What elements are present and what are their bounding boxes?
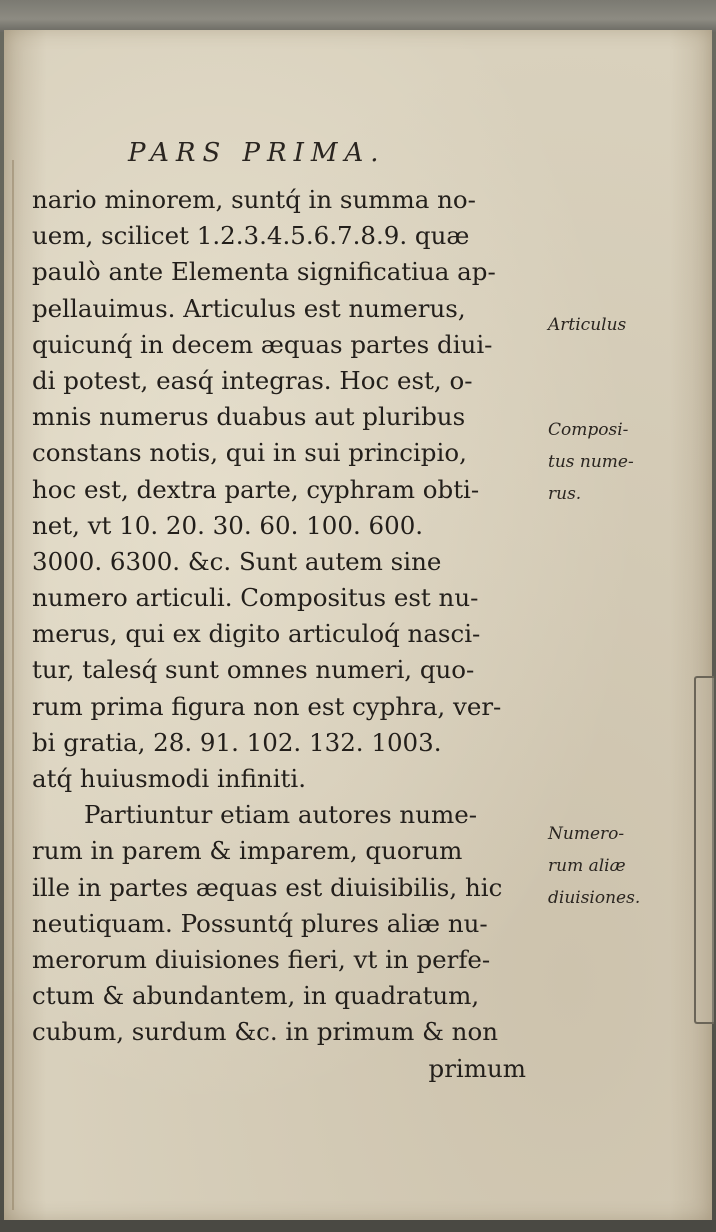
text-line: merorum diuisiones fieri, vt in perfe-: [32, 944, 491, 974]
text-line: rum prima figura non est cyphra, ver-: [32, 691, 502, 721]
text-line: tur, talesq́ sunt omnes numeri, quo-: [32, 655, 475, 685]
marginal-note-compositus: [548, 414, 634, 510]
marginal-note-line: rus.: [548, 484, 582, 504]
text-line: ctum & abundantem, in quadratum,: [32, 981, 480, 1011]
text-line: numero articuli. Compositus est nu-: [32, 583, 479, 613]
page-tab-edge: [694, 676, 714, 1024]
body-text: [32, 182, 540, 1087]
marginal-note-articulus: [548, 309, 626, 341]
page-gutter-edge: [12, 160, 14, 1210]
text-line: atq́ huiusmodi infiniti.: [32, 764, 306, 793]
text-line: constans notis, qui in sui principio,: [32, 438, 467, 468]
marginal-note-line: Articulus: [548, 315, 627, 335]
text-line: cubum, surdum &c. in primum & non: [32, 1017, 498, 1047]
running-head: PARS PRIMA.: [128, 138, 386, 168]
book-top-edge: [0, 0, 716, 32]
text-line: neutiquam. Possuntq́ plures aliæ nu-: [32, 908, 488, 938]
marginal-note-line: rum aliæ: [548, 856, 626, 876]
marginal-note-line: tus nume-: [548, 452, 634, 472]
text-line: bi gratia, 28. 91. 102. 132. 1003.: [32, 727, 442, 757]
marginal-note-line: diuisiones.: [548, 888, 641, 908]
marginal-note-line: Numero-: [548, 824, 625, 844]
catchword: primum: [428, 1053, 526, 1083]
text-line: di potest, easq́ integras. Hoc est, o-: [32, 365, 473, 395]
text-line: net, vt 10. 20. 30. 60. 100. 600.: [32, 510, 424, 540]
text-line: uem, scilicet 1.2.3.4.5.6.7.8.9. quæ: [32, 221, 470, 251]
text-line: pellauimus. Articulus est numerus,: [32, 293, 466, 323]
text-line: quicunq́ in decem æquas partes diui-: [32, 329, 493, 359]
text-line: merus, qui ex digito articuloq́ nasci-: [32, 619, 481, 649]
marginal-note-line: Composi-: [548, 420, 629, 440]
book-bottom-edge: [0, 1220, 716, 1232]
text-line: nario minorem, suntq́ in summa no-: [32, 185, 476, 214]
text-line: mnis numerus duabus aut pluribus: [32, 402, 466, 432]
marginal-note-numerorum: [548, 818, 640, 914]
text-line: 3000. 6300. &c. Sunt autem sine: [32, 546, 442, 576]
text-line: rum in parem & imparem, quorum: [32, 836, 463, 866]
text-line-paragraph-start: Partiuntur etiam autores nume-: [84, 800, 477, 830]
text-line: hoc est, dextra parte, cyphram obti-: [32, 474, 480, 504]
text-line: ille in partes æquas est diuisibilis, hic: [32, 872, 503, 902]
text-line: paulò ante Elementa significatiua ap-: [32, 257, 496, 287]
